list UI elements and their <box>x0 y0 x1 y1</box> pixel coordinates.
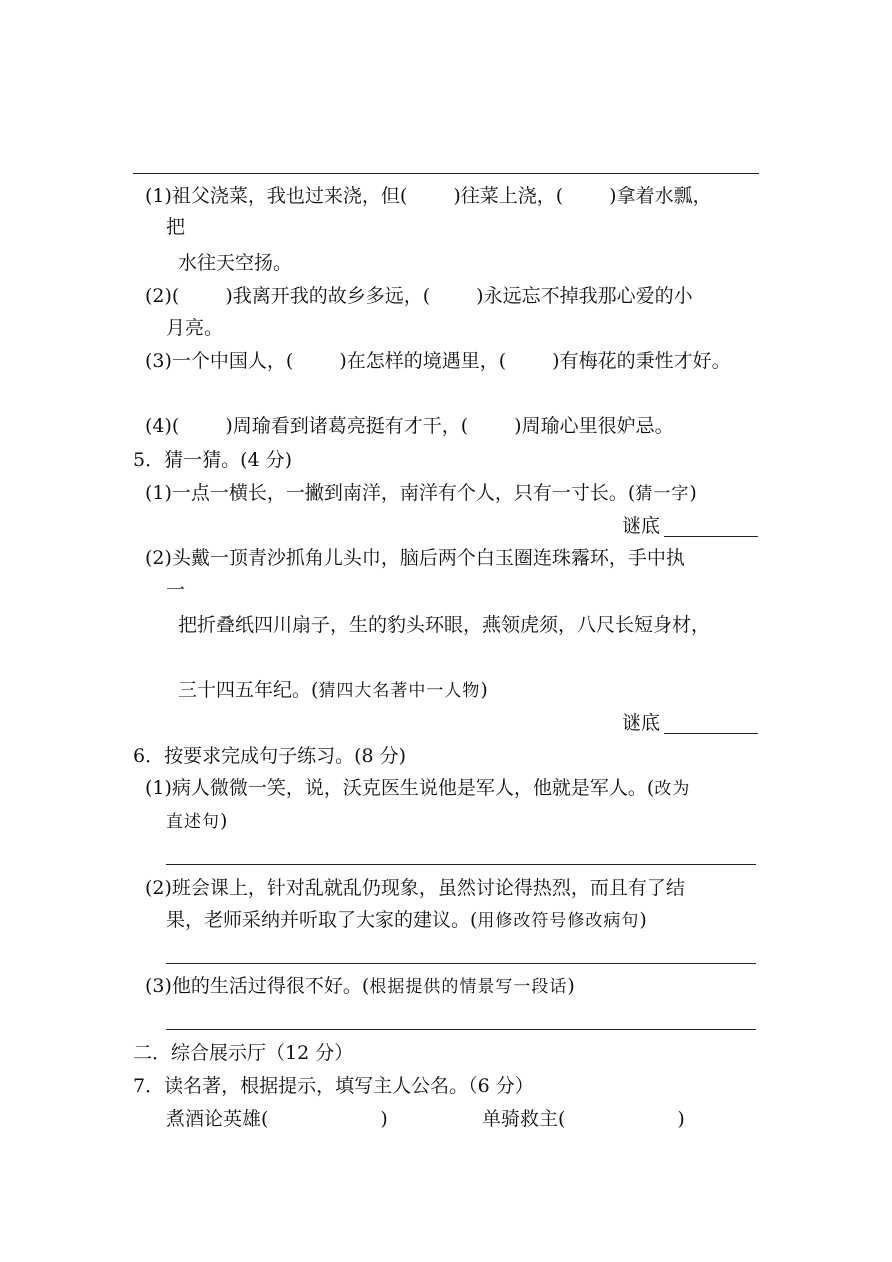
q6-item2-line1: (2)班会课上，针对乱就乱仍现象，虽然讨论得热烈，而且有了结 <box>145 877 685 899</box>
q4-item3-text-a: (3)一个中国人，( <box>145 350 294 372</box>
q6-item1-hint-b: 直述句 <box>166 812 220 832</box>
q5-item2-line4 <box>178 677 488 704</box>
q6-item2-close: ) <box>639 909 647 931</box>
q6-title: 6．按要求完成句子练习。(8 分) <box>133 745 407 767</box>
q5-item2-line3: 把折叠纸四川扇子，生的豹头环眼，燕领虎须，八尺长短身材， <box>178 614 711 636</box>
q7-title: 7．读名著，根据提示，填写主人公名。（6 分） <box>133 1075 534 1097</box>
q6-item2-answer-line[interactable] <box>166 963 756 964</box>
q6-item1-line2 <box>166 808 227 835</box>
q4-item4-line1 <box>145 413 674 439</box>
q6-item2-text: 果，老师采纳并听取了大家的建议。( <box>166 909 478 931</box>
q7-item2-text: 单骑救主( <box>482 1108 566 1130</box>
q5-item2-line2: 一 <box>166 579 186 601</box>
q4-item3-text-b: )在怎样的境遇里，( <box>339 350 507 372</box>
q6-item1-close: ) <box>220 810 228 832</box>
q5-item1-answer-line[interactable] <box>664 536 758 537</box>
q7-item1-text: 煮酒论英雄( <box>166 1108 269 1130</box>
q4-item3-line1 <box>145 348 731 374</box>
q6-item1-answer-line[interactable] <box>166 864 756 865</box>
q6-item2-hint: 用修改符号修改病句 <box>477 911 640 931</box>
q6-item3-answer-line[interactable] <box>166 1029 756 1030</box>
q4-item1-text-a: (1)祖父浇菜，我也过来浇，但( <box>145 185 408 207</box>
q4-item4-text-a: (4)( <box>145 415 180 437</box>
q6-item3-close: ) <box>567 975 575 997</box>
q4-item4-text-c: )周瑜心里很妒忌。 <box>514 415 674 437</box>
q6-item1-line1 <box>145 775 690 802</box>
q6-item2-line2 <box>166 907 647 934</box>
q5-item2-answer-label: 谜底 <box>622 712 661 734</box>
q4-item1-line1 <box>145 183 712 209</box>
q4-item1-text-c: )拿着水瓢， <box>609 185 712 207</box>
header-rule <box>133 173 759 174</box>
q5-item2-hint: 猜四大名著中一人物 <box>318 681 481 701</box>
q5-item2-answer-line[interactable] <box>664 733 758 734</box>
q4-item3-text-c: )有梅花的秉性才好。 <box>552 350 731 372</box>
q7-item2-close: ) <box>677 1108 685 1130</box>
q6-item1-hint-a: 改为 <box>654 779 691 799</box>
q4-item2-line2: 月亮。 <box>166 317 224 339</box>
q4-item2-text-b: )我离开我的故乡多远，( <box>225 285 431 307</box>
q7-item2 <box>482 1106 685 1132</box>
q5-item1-hint: 猜一字 <box>635 484 690 504</box>
q6-item3-hint: 根据提供的情景写一段话 <box>369 977 568 997</box>
q4-item1-text-b: )往菜上浇，( <box>453 185 564 207</box>
q6-item3-text: (3)他的生活过得很不好。( <box>145 975 370 997</box>
q6-item3-line1 <box>145 973 575 1000</box>
q4-item1-line2: 把 <box>166 216 186 238</box>
q4-item4-text-b: )周瑜看到诸葛亮挺有才干，( <box>225 415 469 437</box>
section2-title: 二．综合展示厅（12 分） <box>133 1042 354 1064</box>
q5-item1-answer-label: 谜底 <box>622 515 661 537</box>
q5-item2-line1: (2)头戴一顶青沙抓角儿头巾，脑后两个白玉圈连珠霿环，手中执 <box>145 547 685 569</box>
q4-item2-text-c: )永远忘不掉我那心爱的小 <box>476 285 693 307</box>
q5-item1-line1 <box>145 480 697 507</box>
q5-item2-close: ) <box>480 679 488 701</box>
q4-item2-line1 <box>145 283 693 309</box>
q7-item1-close: ) <box>380 1108 388 1130</box>
q6-item1-text: (1)病人微微一笑，说，沃克医生说他是军人，他就是军人。( <box>145 777 655 799</box>
q7-item1 <box>166 1106 388 1132</box>
q5-title: 5．猜一猜。(4 分) <box>133 449 293 471</box>
q4-item1-line3: 水往天空扬。 <box>178 252 293 274</box>
q5-item1-close: ) <box>689 482 697 504</box>
q4-item2-text-a: (2)( <box>145 285 180 307</box>
q5-item1-text: (1)一点一横长，一撇到南洋，南洋有个人，只有一寸长。( <box>145 482 636 504</box>
q5-item2-text: 三十四五年纪。( <box>178 679 319 701</box>
